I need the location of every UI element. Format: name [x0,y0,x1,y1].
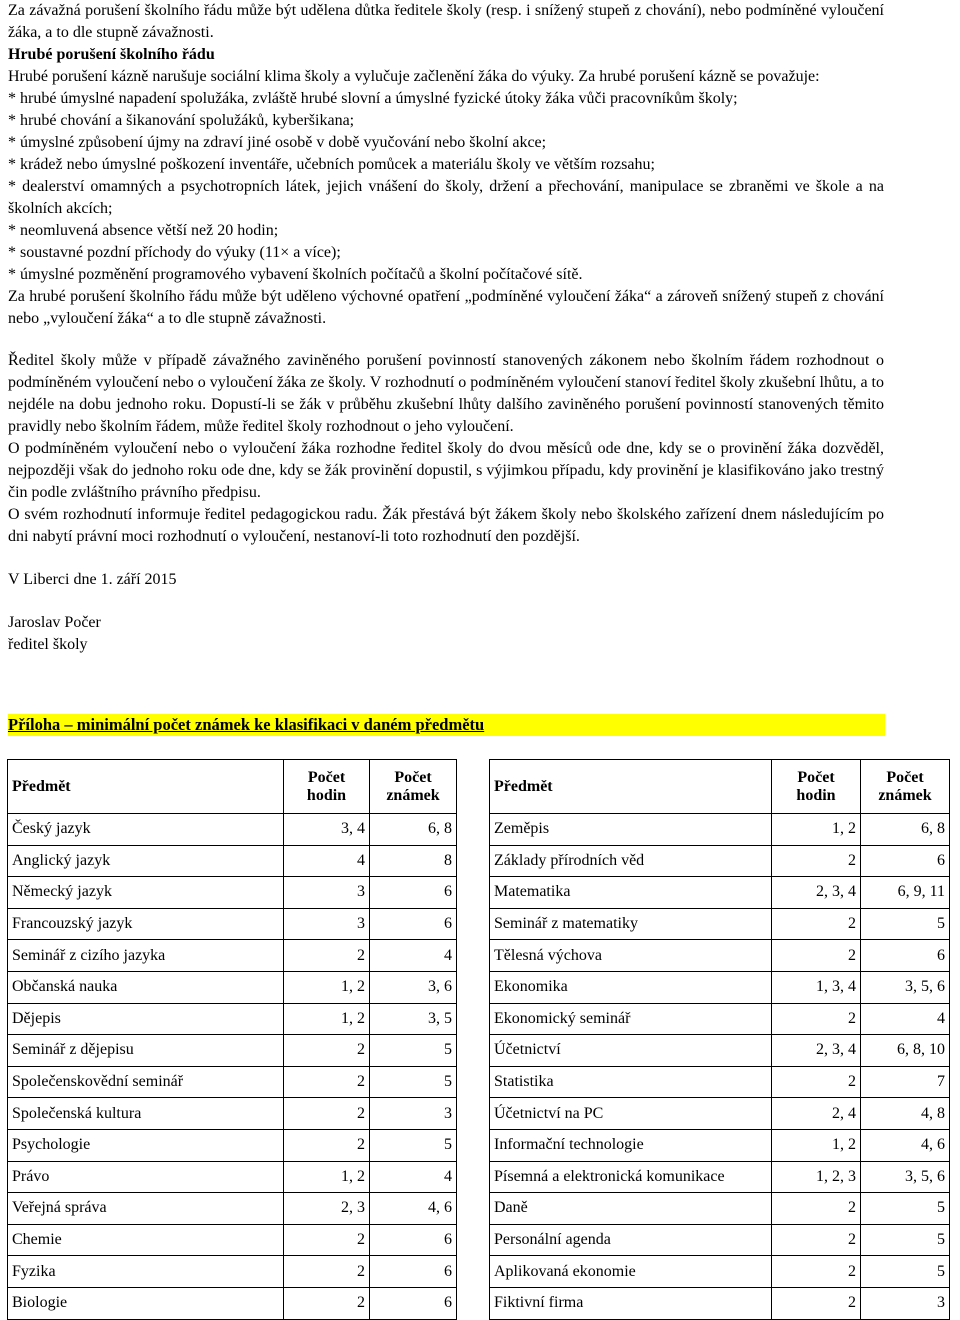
header-grades-line2: známek [878,786,932,804]
table-row [8,1256,457,1288]
cell-subject: Fyzika [8,1256,284,1288]
table-row [490,845,950,877]
list-item: * neomluvená absence větší než 20 hodin; [8,222,279,239]
cell-grades: 6, 8 [861,814,950,846]
cell-hours: 2 [772,908,861,940]
cell-grades: 5 [370,1129,457,1161]
paragraph-serious-violations: Za závažná porušení školního řádu může být udělena důtka ředitele školy (resp. i snížený stupeň z chování), nebo podmíněné vyloučení žáka, a to dle stupně závažnosti. [8,2,884,41]
header-grades-line1: Počet [394,768,432,786]
list-item: * hrubé úmyslné napadení spolužáka, zvláště hrubé slovní a úmyslné fyzické útoky žáka vůči pracovníkům školy; [8,90,738,107]
table-row [490,971,950,1003]
cell-grades: 4 [370,1161,457,1193]
header-grades-line1: Počet [886,768,924,786]
cell-subject: Společenskovědní seminář [8,1066,284,1098]
header-hours-line2: hodin [306,786,347,804]
cell-grades: 4, 6 [861,1129,950,1161]
cell-hours: 2 [284,1224,370,1256]
cell-hours: 2 [284,1287,370,1319]
cell-grades: 5 [370,1066,457,1098]
table-row [490,940,950,972]
section-heading: Hrubé porušení školního řádu [8,46,215,63]
cell-hours: 2 [772,1003,861,1035]
table-row [490,1193,950,1225]
table-row [490,1035,950,1067]
cell-hours: 2 [772,845,861,877]
table-row [8,1035,457,1067]
cell-grades: 4, 6 [370,1193,457,1225]
cell-subject: Personální agenda [490,1224,772,1256]
cell-hours: 2 [284,1035,370,1067]
cell-subject: Účetnictví [490,1035,772,1067]
list-item: * úmyslné pozměnění programového vybavení školních počítačů a školní počítačové sítě. [8,266,583,283]
header-subject: Předmět [490,760,772,814]
table-row [8,1287,457,1319]
date-line: V Liberci dne 1. září 2015 [8,571,177,588]
cell-hours: 1, 2 [284,1003,370,1035]
header-hours-line2: hodin [796,786,836,804]
cell-subject: Ekonomický seminář [490,1003,772,1035]
cell-grades: 6 [370,1224,457,1256]
cell-subject: Matematika [490,877,772,909]
cell-subject: Francouzský jazyk [8,908,284,940]
table-row [490,1224,950,1256]
table-row [8,1129,457,1161]
cell-subject: Anglický jazyk [8,845,284,877]
table-header-row [490,760,950,814]
paragraph-notification: O svém rozhodnutí informuje ředitel pedagogickou radu. Žák přestává být žákem školy nebo školského zařízení dnem následujícím po dni nabytí právní moci rozhodnutí o vyloučení, nestanoví-li toto rozhodnutí den pozdější. [8,506,884,545]
paragraph-measures: Za hrubé porušení školního řádu může být uděleno výchovné opatření „podmíněné vyloučení žáka“ a zároveň snížený stupeň z chování nebo „vyloučení žáka“ a to dle stupně závažnosti. [8,288,884,327]
cell-grades: 7 [861,1066,950,1098]
violation-list [8,88,884,286]
table-row [490,1098,950,1130]
cell-grades: 3, 5, 6 [861,971,950,1003]
cell-grades: 3, 5, 6 [861,1161,950,1193]
cell-subject: Veřejná správa [8,1193,284,1225]
table-row [8,1193,457,1225]
cell-subject: Tělesná výchova [490,940,772,972]
cell-grades: 4, 8 [861,1098,950,1130]
cell-subject: Chemie [8,1224,284,1256]
cell-grades: 3, 5 [370,1003,457,1035]
cell-hours: 2 [284,1066,370,1098]
table-header-row [8,760,457,814]
cell-subject: Seminář z dějepisu [8,1035,284,1067]
cell-hours: 1, 3, 4 [772,971,861,1003]
table-row [490,908,950,940]
cell-hours: 2 [772,1224,861,1256]
table-row [8,1066,457,1098]
header-hours-line1: Počet [797,768,835,786]
cell-subject: Účetnictví na PC [490,1098,772,1130]
annex-title: Příloha – minimální počet známek ke klasifikaci v daném předmětu [8,715,485,734]
cell-hours: 3 [284,877,370,909]
document-body [8,0,884,656]
list-item: * dealerství omamných a psychotropních látek, jejich vnášení do školy, držení a přechování, manipulace se zbraněmi ve škole a na školních akcích; [8,178,884,217]
header-grades [370,760,457,814]
cell-grades: 5 [861,1224,950,1256]
cell-hours: 2 [284,1129,370,1161]
table-row [490,814,950,846]
cell-grades: 5 [861,908,950,940]
table-row [8,814,457,846]
cell-subject: Ekonomika [490,971,772,1003]
list-item: * úmyslné způsobení újmy na zdraví jiné osobě v době vyučování nebo školní akce; [8,134,547,151]
cell-hours: 1, 2, 3 [772,1161,861,1193]
cell-grades: 6 [370,908,457,940]
cell-subject: Fiktivní firma [490,1287,772,1319]
cell-subject: Německý jazyk [8,877,284,909]
cell-hours: 2 [772,1256,861,1288]
cell-hours: 2 [772,1193,861,1225]
cell-grades: 6 [861,940,950,972]
cell-subject: Český jazyk [8,814,284,846]
cell-hours: 1, 2 [284,971,370,1003]
cell-grades: 6 [861,845,950,877]
table-row [490,1287,950,1319]
signer-name: Jaroslav Počer [8,614,101,631]
cell-grades: 3 [370,1098,457,1130]
table-row [8,940,457,972]
cell-grades: 6 [370,877,457,909]
cell-grades: 3, 6 [370,971,457,1003]
cell-subject: Společenská kultura [8,1098,284,1130]
table-row [490,1129,950,1161]
table-row [490,1161,950,1193]
grades-table-left [7,759,457,1320]
cell-grades: 6 [370,1287,457,1319]
signer-role: ředitel školy [8,636,88,653]
table-row [8,845,457,877]
grades-table-right [489,759,950,1320]
cell-hours: 2, 3, 4 [772,1035,861,1067]
cell-hours: 2, 3 [284,1193,370,1225]
table-row [490,877,950,909]
cell-subject: Informační technologie [490,1129,772,1161]
table-row [8,1161,457,1193]
cell-hours: 2 [772,1287,861,1319]
cell-subject: Biologie [8,1287,284,1319]
cell-hours: 3, 4 [284,814,370,846]
cell-hours: 2, 4 [772,1098,861,1130]
cell-grades: 4 [861,1003,950,1035]
cell-hours: 2 [284,940,370,972]
table-row [8,908,457,940]
cell-hours: 4 [284,845,370,877]
cell-subject: Zeměpis [490,814,772,846]
cell-subject: Dějepis [8,1003,284,1035]
table-row [8,1098,457,1130]
table-row [8,1224,457,1256]
header-grades [861,760,950,814]
cell-subject: Písemná a elektronická komunikace [490,1161,772,1193]
cell-subject: Právo [8,1161,284,1193]
cell-grades: 6 [370,1256,457,1288]
cell-grades: 4 [370,940,457,972]
table-row [8,1003,457,1035]
table-row [8,971,457,1003]
cell-grades: 5 [861,1193,950,1225]
list-item: * hrubé chování a šikanování spolužáků, kyberšikana; [8,112,355,129]
cell-grades: 5 [370,1035,457,1067]
paragraph-director: Ředitel školy může v případě závažného zaviněného porušení povinností stanovených zákonem nebo školním řádem rozhodnout o podmíněném vyloučení nebo o vyloučení žáka ze školy. V rozhodnutí o podmíněném vyloučení stanoví ředitel školy zkušební lhůtu, a to nejdéle na dobu jednoho roku. Dopustí-li se žák v průběhu zkušební lhůty dalšího zaviněného porušení povinností stanovených těmito pravidly nebo školním řádem, může ředitel školy rozhodnout o jeho vyloučení. [8,352,884,435]
cell-subject: Základy přírodních věd [490,845,772,877]
cell-hours: 1, 2 [772,814,861,846]
annex-title-bar [8,714,885,736]
cell-grades: 8 [370,845,457,877]
table-row [490,1003,950,1035]
cell-hours: 1, 2 [284,1161,370,1193]
cell-subject: Psychologie [8,1129,284,1161]
header-grades-line2: známek [386,786,440,804]
cell-subject: Aplikovaná ekonomie [490,1256,772,1288]
cell-hours: 1, 2 [772,1129,861,1161]
cell-hours: 2 [772,1066,861,1098]
list-item: * krádež nebo úmyslné poškození inventáře, učebních pomůcek a materiálu školy ve větším rozsahu; [8,156,655,173]
paragraph-gross-violation: Hrubé porušení kázně narušuje sociální klima školy a vylučuje začlenění žáka do výuky. Za hrubé porušení kázně se považuje: [8,68,820,85]
table-row [490,1256,950,1288]
header-hours-line1: Počet [307,768,346,786]
header-hours [772,760,861,814]
cell-hours: 3 [284,908,370,940]
cell-subject: Seminář z matematiky [490,908,772,940]
header-subject: Předmět [8,760,284,814]
cell-hours: 2 [772,940,861,972]
cell-grades: 3 [861,1287,950,1319]
cell-grades: 6, 8, 10 [861,1035,950,1067]
list-item: * soustavné pozdní příchody do výuky (11× a více); [8,244,341,261]
paragraph-decision-timing: O podmíněném vyloučení nebo o vyloučení žáka rozhodne ředitel školy do dvou měsíců ode dne, kdy se o provinění žáka dozvěděl, nejpozději však do jednoho roku ode dne, kdy se žák provinění dopustil, s výjimkou případu, kdy provinění je klasifikováno jako trestný čin podle zvláštního právního předpisu. [8,440,884,501]
cell-grades: 6, 8 [370,814,457,846]
cell-grades: 5 [861,1256,950,1288]
table-row [8,877,457,909]
cell-hours: 2 [284,1098,370,1130]
cell-subject: Seminář z cizího jazyka [8,940,284,972]
header-hours [284,760,370,814]
cell-subject: Statistika [490,1066,772,1098]
cell-hours: 2, 3, 4 [772,877,861,909]
table-row [490,1066,950,1098]
cell-grades: 6, 9, 11 [861,877,950,909]
cell-subject: Občanská nauka [8,971,284,1003]
cell-subject: Daně [490,1193,772,1225]
cell-hours: 2 [284,1256,370,1288]
